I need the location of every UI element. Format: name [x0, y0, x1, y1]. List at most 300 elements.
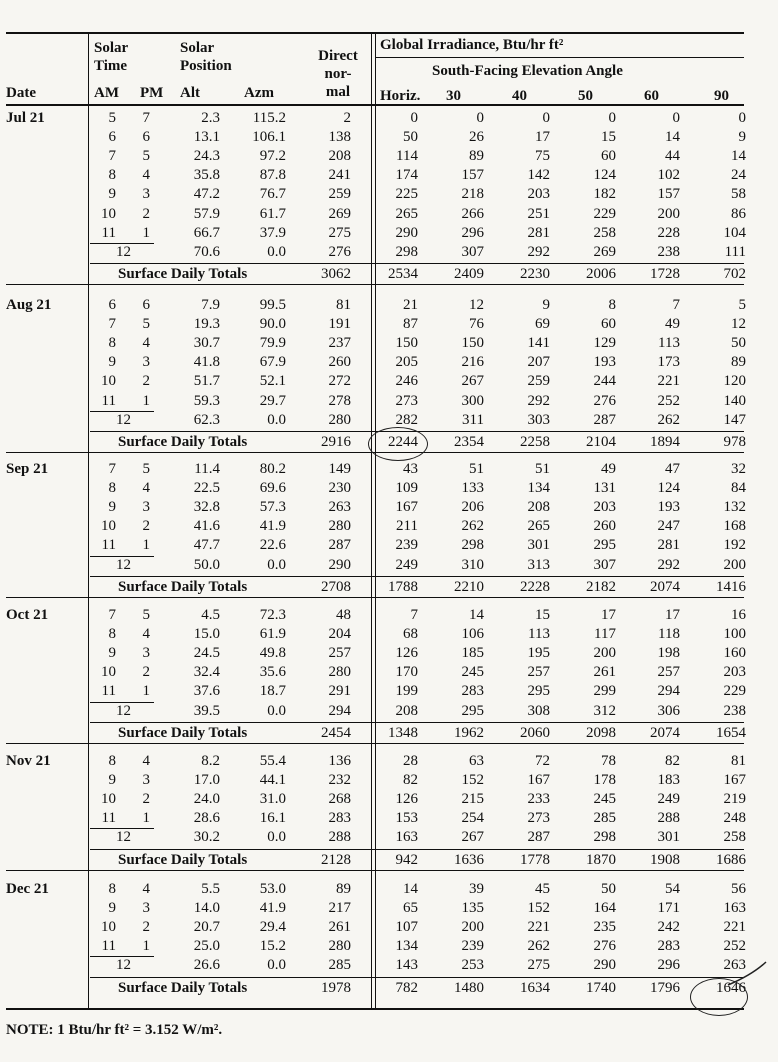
cell-angle-90: 24 — [731, 167, 746, 184]
cell-azm: 79.9 — [259, 335, 286, 352]
cell-angle-50: 117 — [594, 626, 616, 643]
cell-angle-90: 120 — [723, 373, 746, 390]
cell-angle-60: 113 — [658, 335, 680, 352]
total-angle-60: 1728 — [650, 265, 680, 282]
cell-angle-30: 253 — [461, 957, 484, 974]
cell-angle-40: 203 — [527, 186, 550, 203]
cell-pm: 4 — [142, 335, 150, 352]
cell-angle-60: 7 — [672, 297, 680, 313]
cell-horiz: 107 — [395, 919, 418, 936]
cell-direct-normal: 136 — [328, 753, 351, 769]
total-horiz: 942 — [395, 851, 418, 868]
cell-pm: 2 — [142, 205, 150, 222]
cell-angle-60: 296 — [657, 957, 680, 974]
cell-angle-60: 252 — [657, 392, 680, 409]
cell-azm: 15.2 — [259, 938, 286, 955]
cell-horiz: 205 — [395, 354, 418, 371]
cell-angle-60: 118 — [658, 626, 680, 643]
cell-am: 12 — [116, 957, 131, 974]
cell-horiz: 170 — [395, 664, 418, 681]
cell-alt: 41.8 — [193, 354, 220, 371]
total-angle-60: 2074 — [650, 724, 680, 741]
cell-azm: 16.1 — [259, 810, 286, 827]
cell-angle-40: 208 — [527, 499, 550, 516]
cell-angle-90: 32 — [731, 461, 746, 477]
cell-angle-30: 135 — [461, 900, 484, 917]
total-angle-40: 2228 — [520, 578, 550, 595]
cell-azm: 0.0 — [267, 829, 286, 846]
cell-horiz: 273 — [395, 392, 418, 409]
cell-angle-50: 178 — [593, 772, 616, 789]
cell-azm: 41.9 — [259, 900, 286, 917]
cell-alt: 13.1 — [193, 129, 220, 146]
cell-angle-40: 233 — [527, 791, 550, 808]
cell-azm: 22.6 — [259, 537, 286, 554]
cell-angle-30: 254 — [461, 810, 484, 827]
cell-pm: 1 — [142, 537, 150, 554]
cell-am: 7 — [108, 316, 116, 333]
cell-angle-50: 298 — [593, 829, 616, 846]
cell-angle-90: 104 — [723, 224, 746, 241]
cell-horiz: 82 — [403, 772, 418, 789]
total-angle-30: 1480 — [454, 979, 484, 996]
cell-am: 10 — [101, 919, 116, 936]
cell-alt: 41.6 — [193, 518, 220, 535]
cell-horiz: 87 — [403, 316, 418, 333]
total-angle-90: 1654 — [716, 724, 746, 741]
cell-horiz: 21 — [403, 297, 418, 313]
cell-pm: 4 — [142, 480, 150, 497]
cell-direct-normal: 259 — [328, 186, 351, 203]
cell-angle-60: 294 — [657, 683, 680, 700]
cell-angle-60: 171 — [657, 900, 680, 917]
cell-azm: 55.4 — [259, 753, 286, 769]
cell-angle-40: 207 — [527, 354, 550, 371]
cell-azm: 76.7 — [259, 186, 286, 203]
cell-pm: 3 — [142, 186, 150, 203]
cell-angle-50: 276 — [593, 938, 616, 955]
cell-horiz: 290 — [395, 224, 418, 241]
cell-pm: 4 — [142, 167, 150, 184]
cell-angle-50: 60 — [601, 148, 616, 165]
cell-angle-30: 215 — [461, 791, 484, 808]
header-angle-30: 30 — [446, 88, 461, 104]
cell-horiz: 239 — [395, 537, 418, 554]
cell-angle-90: 200 — [723, 556, 746, 573]
cell-direct-normal: 263 — [328, 499, 351, 516]
cell-azm: 80.2 — [259, 461, 286, 477]
cell-horiz: 126 — [395, 791, 418, 808]
cell-alt: 17.0 — [193, 772, 220, 789]
total-angle-50: 2098 — [586, 724, 616, 741]
cell-direct-normal: 257 — [328, 645, 351, 662]
totals-label: Surface Daily Totals — [118, 433, 248, 450]
total-angle-60: 1908 — [650, 851, 680, 868]
cell-angle-90: 140 — [723, 392, 746, 409]
cell-angle-90: 147 — [723, 411, 746, 428]
cell-pm: 2 — [142, 373, 150, 390]
cell-direct-normal: 138 — [328, 129, 351, 146]
cell-azm: 35.6 — [259, 664, 286, 681]
cell-horiz: 134 — [395, 938, 418, 955]
cell-alt: 26.6 — [193, 957, 220, 974]
cell-angle-50: 312 — [593, 702, 616, 719]
cell-horiz: 14 — [403, 881, 418, 897]
cell-am: 7 — [108, 461, 116, 477]
cell-angle-30: 150 — [461, 335, 484, 352]
cell-azm: 115.2 — [252, 110, 286, 126]
cell-pm: 2 — [142, 664, 150, 681]
cell-azm: 97.2 — [259, 148, 286, 165]
cell-horiz: 150 — [395, 335, 418, 352]
cell-angle-40: 45 — [535, 881, 550, 897]
totals-label: Surface Daily Totals — [118, 851, 248, 868]
cell-am: 6 — [108, 297, 116, 313]
cell-alt: 47.2 — [193, 186, 220, 203]
cell-angle-50: 0 — [608, 110, 616, 126]
cell-azm: 90.0 — [259, 316, 286, 333]
header-angle-40: 40 — [512, 88, 527, 104]
cell-alt: 47.7 — [193, 537, 220, 554]
header-direct-normal-2: nor- — [324, 66, 352, 82]
cell-am: 12 — [116, 702, 131, 719]
total-horiz: 2534 — [388, 265, 418, 282]
cell-angle-60: 283 — [657, 938, 680, 955]
header-date: Date — [6, 85, 36, 101]
cell-angle-60: 281 — [657, 537, 680, 554]
date-label: Sep 21 — [6, 461, 49, 477]
cell-angle-90: 192 — [723, 537, 746, 554]
cell-angle-50: 285 — [593, 810, 616, 827]
cell-direct-normal: 268 — [328, 791, 351, 808]
cell-angle-60: 257 — [657, 664, 680, 681]
total-direct-normal: 2454 — [321, 724, 351, 741]
cell-angle-90: 258 — [723, 829, 746, 846]
cell-alt: 39.5 — [193, 702, 220, 719]
total-angle-50: 1870 — [586, 851, 616, 868]
cell-angle-50: 287 — [593, 411, 616, 428]
cell-angle-90: 111 — [724, 243, 746, 260]
cell-horiz: 208 — [395, 702, 418, 719]
cell-alt: 8.2 — [201, 753, 220, 769]
cell-horiz: 153 — [395, 810, 418, 827]
cell-angle-40: 313 — [527, 556, 550, 573]
total-angle-40: 1634 — [520, 979, 550, 996]
total-horiz: 1788 — [388, 578, 418, 595]
cell-azm: 0.0 — [267, 243, 286, 260]
cell-am: 12 — [116, 829, 131, 846]
cell-pm: 5 — [142, 607, 150, 623]
cell-am: 9 — [108, 645, 116, 662]
cell-angle-60: 47 — [665, 461, 680, 477]
cell-horiz: 163 — [395, 829, 418, 846]
cell-alt: 5.5 — [201, 881, 220, 897]
cell-azm: 18.7 — [259, 683, 286, 700]
cell-angle-60: 249 — [657, 791, 680, 808]
cell-angle-40: 113 — [528, 626, 550, 643]
total-direct-normal: 2708 — [321, 578, 351, 595]
date-label: Nov 21 — [6, 753, 51, 769]
cell-pm: 3 — [142, 499, 150, 516]
cell-horiz: 199 — [395, 683, 418, 700]
header-horiz: Horiz. — [380, 88, 421, 104]
date-label: Dec 21 — [6, 881, 49, 897]
cell-angle-50: 49 — [601, 461, 616, 477]
cell-angle-30: 267 — [461, 829, 484, 846]
date-label: Jul 21 — [6, 110, 45, 126]
cell-direct-normal: 280 — [328, 411, 351, 428]
cell-angle-90: 89 — [731, 354, 746, 371]
cell-alt: 2.3 — [201, 110, 220, 126]
total-angle-60: 2074 — [650, 578, 680, 595]
cell-am: 5 — [108, 110, 116, 126]
cell-horiz: 225 — [395, 186, 418, 203]
header-direct-normal-3: mal — [325, 84, 351, 100]
cell-angle-40: 142 — [527, 167, 550, 184]
cell-angle-50: 182 — [593, 186, 616, 203]
cell-angle-60: 14 — [665, 129, 680, 146]
cell-am: 11 — [101, 810, 116, 827]
cell-angle-30: 63 — [469, 753, 484, 769]
total-angle-50: 2104 — [586, 433, 616, 450]
cell-pm: 3 — [142, 900, 150, 917]
date-label: Oct 21 — [6, 607, 49, 623]
cell-am: 7 — [108, 148, 116, 165]
cell-azm: 0.0 — [267, 702, 286, 719]
total-angle-50: 1740 — [586, 979, 616, 996]
cell-angle-90: 84 — [731, 480, 746, 497]
total-direct-normal: 2128 — [321, 851, 351, 868]
total-angle-30: 2409 — [454, 265, 484, 282]
cell-direct-normal: 89 — [336, 881, 351, 897]
cell-angle-30: 300 — [461, 392, 484, 409]
cell-alt: 59.3 — [193, 392, 220, 409]
cell-angle-60: 173 — [657, 354, 680, 371]
cell-angle-50: 78 — [601, 753, 616, 769]
cell-angle-40: 69 — [535, 316, 550, 333]
cell-azm: 57.3 — [259, 499, 286, 516]
total-angle-40: 2258 — [520, 433, 550, 450]
cell-azm: 67.9 — [259, 354, 286, 371]
cell-azm: 106.1 — [252, 129, 286, 146]
cell-angle-40: 195 — [527, 645, 550, 662]
cell-angle-40: 273 — [527, 810, 550, 827]
cell-horiz: 28 — [403, 753, 418, 769]
cell-pm: 1 — [142, 224, 150, 241]
cell-angle-50: 193 — [593, 354, 616, 371]
cell-alt: 51.7 — [193, 373, 220, 390]
cell-am: 11 — [101, 537, 116, 554]
cell-pm: 4 — [142, 881, 150, 897]
cell-am: 9 — [108, 772, 116, 789]
cell-pm: 2 — [142, 919, 150, 936]
cell-pm: 2 — [142, 791, 150, 808]
cell-angle-40: 287 — [527, 829, 550, 846]
cell-alt: 62.3 — [193, 411, 220, 428]
cell-direct-normal: 260 — [328, 354, 351, 371]
cell-pm: 2 — [142, 518, 150, 535]
cell-angle-60: 301 — [657, 829, 680, 846]
cell-angle-60: 17 — [665, 607, 680, 623]
cell-angle-50: 124 — [593, 167, 616, 184]
header-south-facing: South-Facing Elevation Angle — [432, 63, 623, 79]
cell-azm: 29.4 — [259, 919, 286, 936]
cell-azm: 29.7 — [259, 392, 286, 409]
cell-angle-40: 221 — [527, 919, 550, 936]
cell-alt: 28.6 — [193, 810, 220, 827]
cell-angle-30: 157 — [461, 167, 484, 184]
cell-angle-60: 183 — [657, 772, 680, 789]
header-global-irradiance: Global Irradiance, Btu/hr ft² — [380, 37, 564, 53]
total-angle-30: 2354 — [454, 433, 484, 450]
cell-angle-90: 56 — [731, 881, 746, 897]
cell-angle-30: 262 — [461, 518, 484, 535]
cell-angle-90: 50 — [731, 335, 746, 352]
cell-direct-normal: 48 — [336, 607, 351, 623]
cell-pm: 3 — [142, 645, 150, 662]
cell-am: 10 — [101, 205, 116, 222]
cell-angle-90: 252 — [723, 938, 746, 955]
cell-angle-40: 275 — [527, 957, 550, 974]
cell-direct-normal: 272 — [328, 373, 351, 390]
cell-angle-40: 295 — [527, 683, 550, 700]
cell-alt: 30.2 — [193, 829, 220, 846]
header-azm: Azm — [244, 85, 274, 101]
cell-direct-normal: 290 — [328, 556, 351, 573]
cell-angle-50: 229 — [593, 205, 616, 222]
cell-angle-50: 260 — [593, 518, 616, 535]
cell-angle-90: 203 — [723, 664, 746, 681]
cell-pm: 3 — [142, 354, 150, 371]
cell-angle-40: 301 — [527, 537, 550, 554]
cell-angle-40: 265 — [527, 518, 550, 535]
cell-angle-90: 86 — [731, 205, 746, 222]
cell-angle-50: 269 — [593, 243, 616, 260]
cell-horiz: 7 — [410, 607, 418, 623]
cell-azm: 61.7 — [259, 205, 286, 222]
cell-angle-30: 39 — [469, 881, 484, 897]
cell-angle-40: 152 — [527, 900, 550, 917]
cell-angle-40: 15 — [535, 607, 550, 623]
cell-angle-60: 0 — [672, 110, 680, 126]
cell-azm: 44.1 — [259, 772, 286, 789]
totals-label: Surface Daily Totals — [118, 578, 248, 595]
cell-alt: 50.0 — [193, 556, 220, 573]
cell-angle-30: 185 — [461, 645, 484, 662]
cell-azm: 72.3 — [259, 607, 286, 623]
cell-angle-50: 131 — [593, 480, 616, 497]
cell-angle-30: 295 — [461, 702, 484, 719]
cell-angle-40: 281 — [527, 224, 550, 241]
cell-angle-30: 152 — [461, 772, 484, 789]
cell-pm: 6 — [142, 129, 150, 146]
cell-angle-30: 26 — [469, 129, 484, 146]
cell-angle-30: 239 — [461, 938, 484, 955]
cell-alt: 20.7 — [193, 919, 220, 936]
cell-angle-90: 12 — [731, 316, 746, 333]
cell-direct-normal: 241 — [328, 167, 351, 184]
cell-pm: 6 — [142, 297, 150, 313]
cell-alt: 30.7 — [193, 335, 220, 352]
cell-angle-40: 51 — [535, 461, 550, 477]
cell-angle-30: 200 — [461, 919, 484, 936]
cell-direct-normal: 230 — [328, 480, 351, 497]
cell-angle-40: 251 — [527, 205, 550, 222]
header-angle-60: 60 — [644, 88, 659, 104]
cell-am: 10 — [101, 373, 116, 390]
cell-direct-normal: 280 — [328, 938, 351, 955]
cell-direct-normal: 217 — [328, 900, 351, 917]
total-angle-40: 1778 — [520, 851, 550, 868]
cell-horiz: 265 — [395, 205, 418, 222]
total-angle-90: 978 — [723, 433, 746, 450]
cell-angle-50: 261 — [593, 664, 616, 681]
cell-angle-40: 259 — [527, 373, 550, 390]
cell-am: 7 — [108, 607, 116, 623]
cell-angle-50: 235 — [593, 919, 616, 936]
total-angle-30: 1636 — [454, 851, 484, 868]
cell-angle-60: 306 — [657, 702, 680, 719]
cell-alt: 4.5 — [201, 607, 220, 623]
unit-note: NOTE: 1 Btu/hr ft² = 3.152 W/m². — [6, 1022, 223, 1038]
cell-angle-30: 206 — [461, 499, 484, 516]
cell-horiz: 50 — [403, 129, 418, 146]
cell-angle-60: 193 — [657, 499, 680, 516]
cell-angle-90: 100 — [723, 626, 746, 643]
cell-angle-30: 89 — [469, 148, 484, 165]
cell-pm: 7 — [142, 110, 150, 126]
cell-direct-normal: 294 — [328, 702, 351, 719]
cell-alt: 24.5 — [193, 645, 220, 662]
cell-angle-40: 257 — [527, 664, 550, 681]
cell-angle-60: 238 — [657, 243, 680, 260]
cell-angle-90: 0 — [738, 110, 746, 126]
cell-horiz: 174 — [395, 167, 418, 184]
cell-angle-60: 247 — [657, 518, 680, 535]
cell-angle-60: 292 — [657, 556, 680, 573]
cell-angle-60: 262 — [657, 411, 680, 428]
cell-am: 8 — [108, 167, 116, 184]
cell-angle-90: 229 — [723, 683, 746, 700]
cell-angle-60: 44 — [665, 148, 680, 165]
cell-alt: 35.8 — [193, 167, 220, 184]
cell-direct-normal: 285 — [328, 957, 351, 974]
total-angle-90: 1646 — [716, 979, 746, 996]
header-am: AM — [94, 85, 119, 101]
cell-angle-40: 308 — [527, 702, 550, 719]
cell-angle-90: 9 — [738, 129, 746, 146]
cell-direct-normal: 232 — [328, 772, 351, 789]
cell-direct-normal: 288 — [328, 829, 351, 846]
cell-angle-50: 307 — [593, 556, 616, 573]
cell-angle-60: 200 — [657, 205, 680, 222]
cell-angle-50: 258 — [593, 224, 616, 241]
cell-horiz: 282 — [395, 411, 418, 428]
cell-angle-40: 72 — [535, 753, 550, 769]
cell-angle-60: 124 — [657, 480, 680, 497]
cell-direct-normal: 291 — [328, 683, 351, 700]
cell-horiz: 246 — [395, 373, 418, 390]
cell-angle-30: 310 — [461, 556, 484, 573]
total-angle-50: 2182 — [586, 578, 616, 595]
cell-azm: 52.1 — [259, 373, 286, 390]
cell-angle-50: 290 — [593, 957, 616, 974]
cell-angle-30: 311 — [462, 411, 484, 428]
totals-label: Surface Daily Totals — [118, 724, 248, 741]
cell-angle-30: 267 — [461, 373, 484, 390]
total-angle-40: 2060 — [520, 724, 550, 741]
header-direct-normal-1: Direct — [318, 48, 358, 64]
